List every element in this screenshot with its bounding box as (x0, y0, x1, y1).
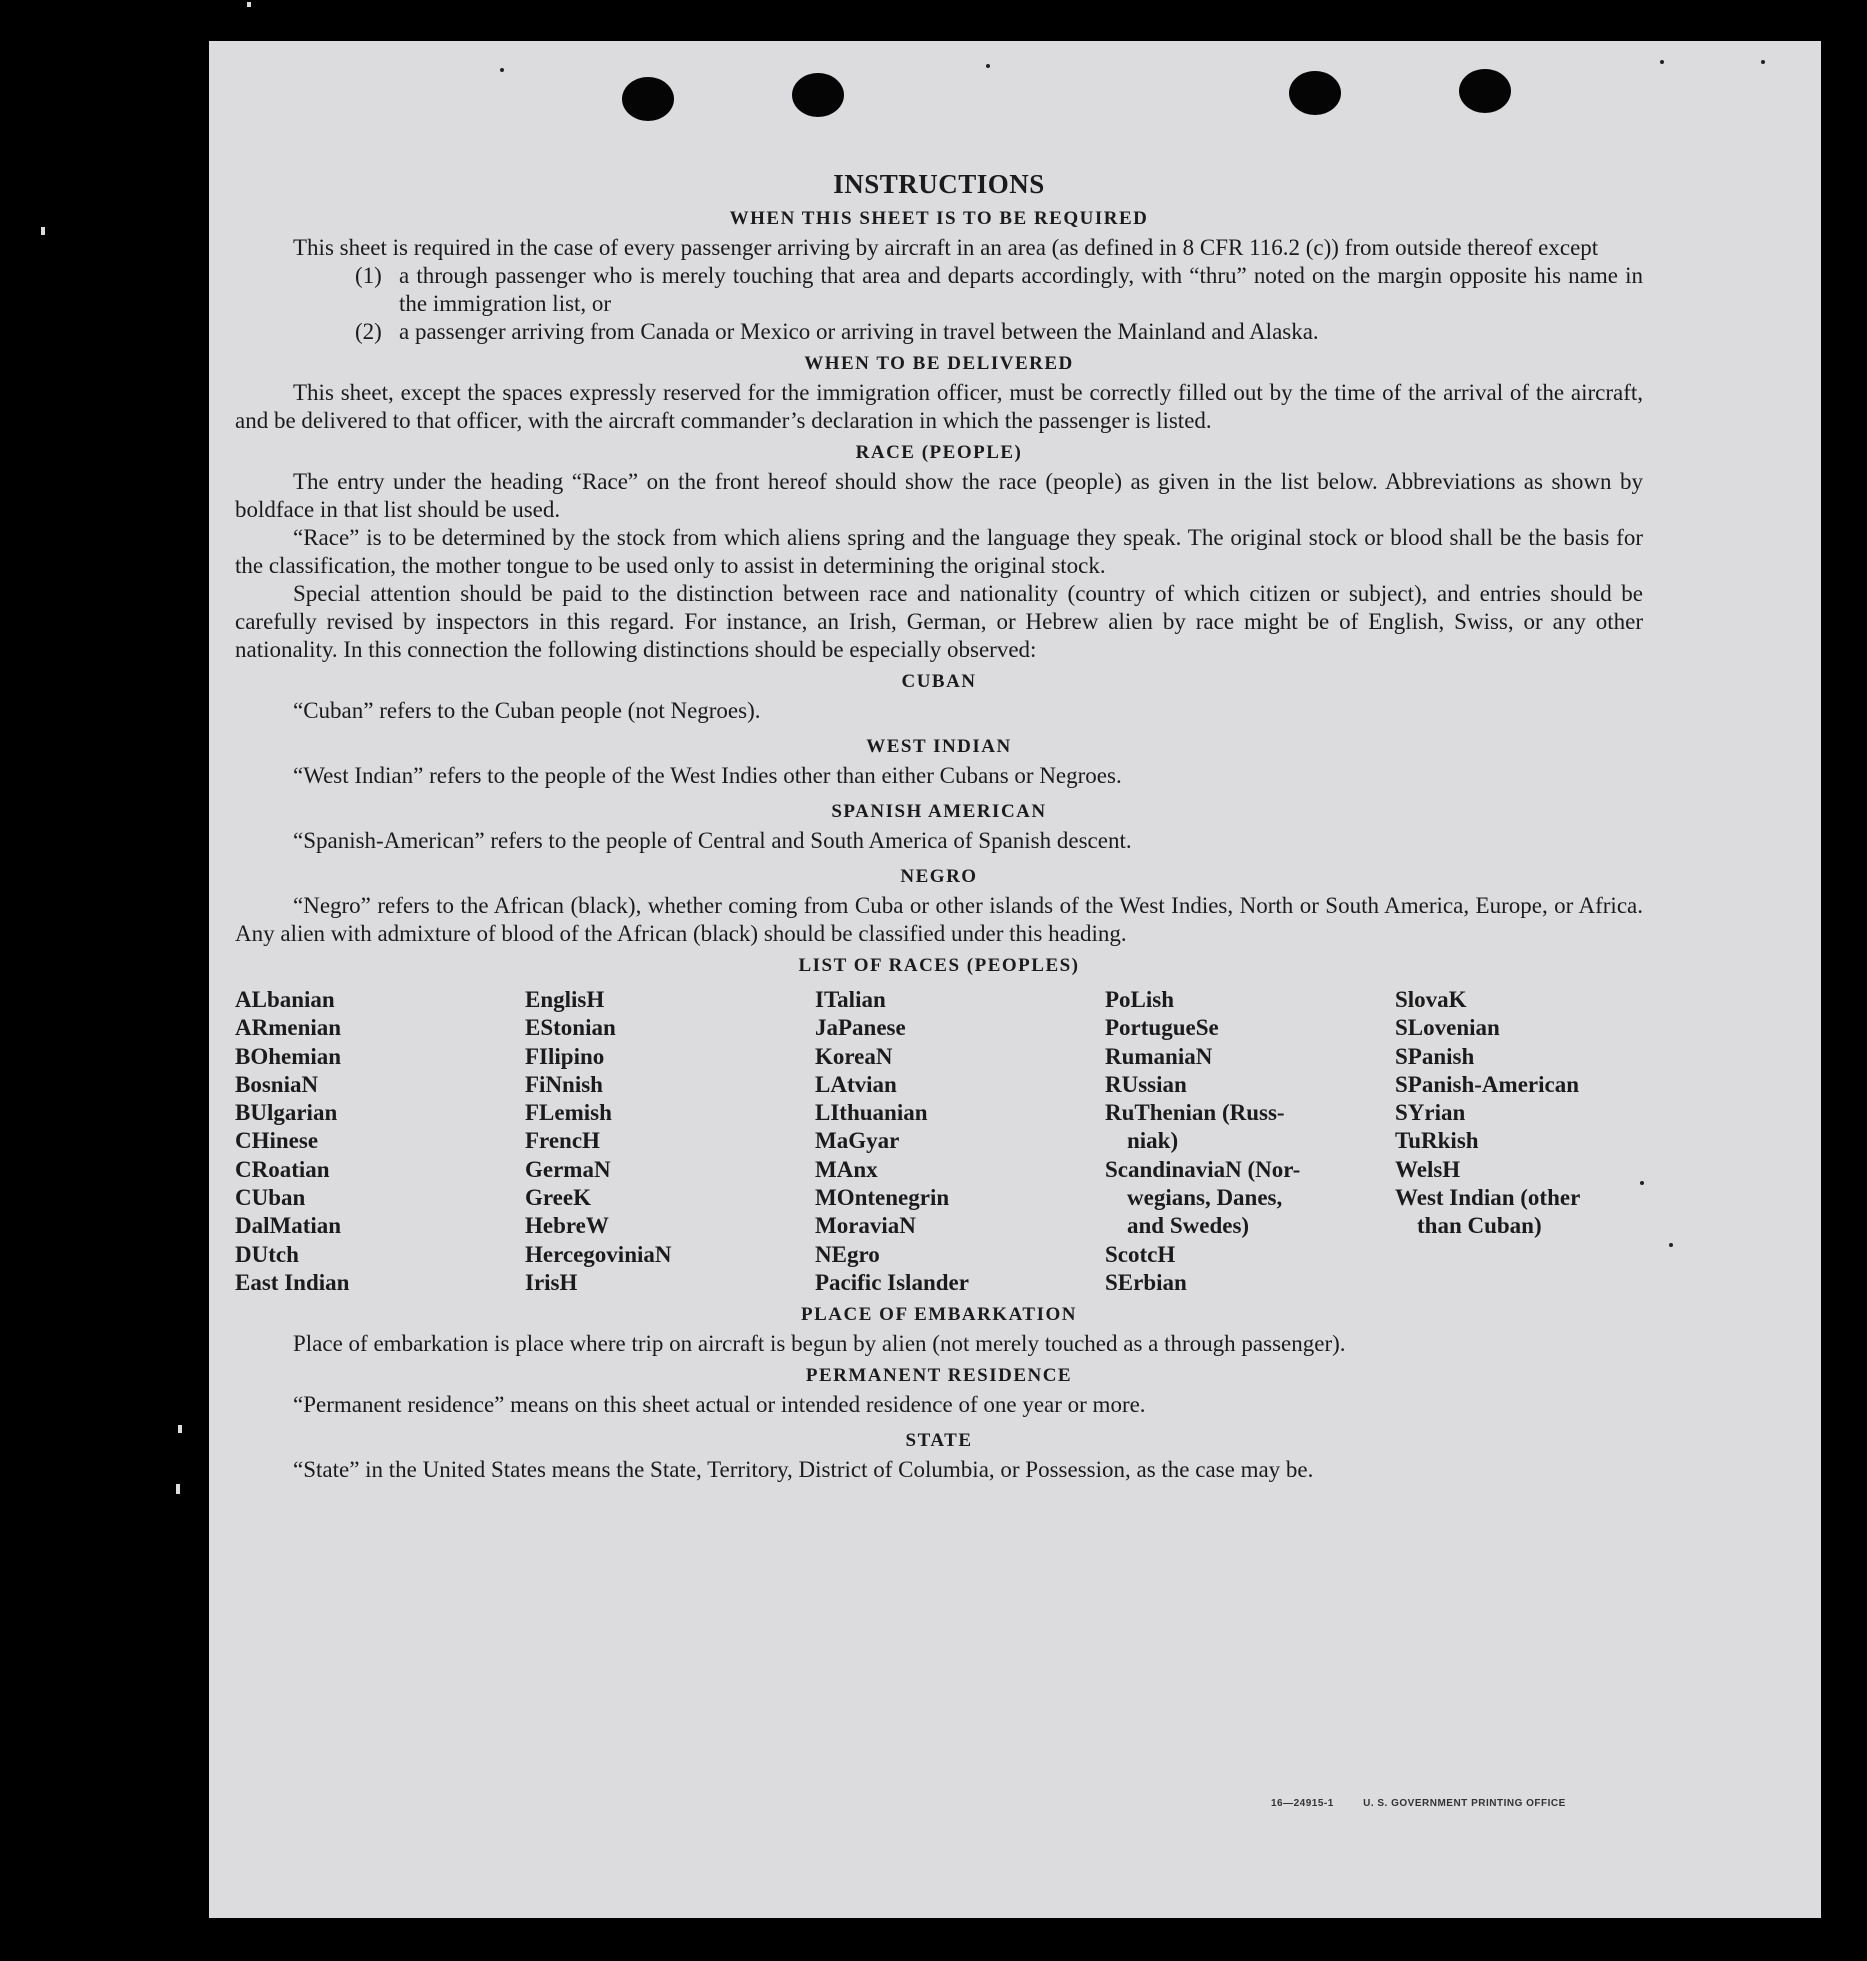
race-entry: CHinese (235, 1128, 319, 1154)
form-number: 16—24915-1 (1271, 1798, 1334, 1809)
section-heading-negro: NEGRO (900, 866, 978, 887)
section-heading-spanish-american: SPANISH AMERICAN (831, 801, 1047, 822)
scan-mark (41, 227, 45, 235)
race-entry: FrencH (525, 1128, 600, 1154)
race-entry: RuThenian (Russ- (1105, 1100, 1285, 1126)
race-entry: niak) (1127, 1128, 1179, 1154)
race-entry: CRoatian (235, 1156, 330, 1182)
race-entry: SErbian (1105, 1269, 1187, 1295)
race-entry: FiNnish (525, 1071, 603, 1097)
race-entry: East Indian (235, 1269, 350, 1295)
race-entry: BOhemian (235, 1043, 342, 1069)
punch-hole (1459, 69, 1511, 113)
race-entry: IrisH (525, 1269, 578, 1295)
race-column (525, 986, 815, 1297)
section-heading-embarkation: PLACE OF EMBARKATION (801, 1304, 1077, 1326)
item-text: a passenger arriving from Canada or Mexico or arriving in travel between the Mainland and Alaska. (399, 319, 1319, 344)
race-entry: WelsH (1395, 1156, 1461, 1182)
race-column (235, 986, 525, 1297)
race-entry: MOntenegrin (815, 1185, 950, 1211)
item-number: (1) (355, 263, 382, 288)
race-entry: DalMatian (235, 1213, 342, 1239)
race-entry: ARmenian (235, 1015, 342, 1041)
scan-mark (178, 1425, 182, 1433)
punch-hole (792, 73, 844, 117)
race-entry: NEgro (815, 1241, 880, 1267)
race-entry: ITalian (815, 987, 886, 1012)
race-entry: MoraviaN (815, 1213, 916, 1239)
race-entry: SPanish (1395, 1043, 1475, 1069)
section-heading-cuban: CUBAN (901, 671, 977, 692)
west-indian-text: “West Indian” refers to the people of the West Indies other than either Cubans or Negroes. (293, 763, 1122, 788)
scan-mark (176, 1484, 180, 1494)
race-entry: SlovaK (1395, 987, 1467, 1012)
race-column (1395, 986, 1653, 1297)
race-entry: BosniaN (235, 1071, 319, 1097)
race-entry: DUtch (235, 1241, 299, 1267)
exception-item (355, 318, 1643, 346)
negro-text: “Negro” refers to the African (black), whether coming from Cuba or other islands of the West Indies, North or South America, Europe, or Africa. Any alien with admixture of blood of the African (black) should be classified under this heading. (235, 893, 1643, 946)
section-heading-delivered: WHEN TO BE DELIVERED (804, 353, 1074, 374)
race-entry: ScotcH (1105, 1241, 1176, 1267)
race-entry: SLovenian (1395, 1015, 1500, 1041)
race-list (235, 986, 1643, 1297)
race-entry: BUlgarian (235, 1100, 338, 1126)
page-title: INSTRUCTIONS (833, 169, 1045, 199)
race-paragraph: The entry under the heading “Race” on the front hereof should show the race (people) as given in the list below. Abbreviations as shown by boldface in that list should be used. (235, 469, 1643, 522)
race-entry: LIthuanian (815, 1100, 928, 1126)
race-entry: GermaN (525, 1156, 611, 1182)
printer-footer (1271, 1798, 1592, 1809)
race-paragraph: “Race” is to be determined by the stock from which aliens spring and the language they speak. The original stock or blood shall be the basis for the classification, the mother tongue to be used only to assist in determining the original stock. (235, 525, 1643, 578)
race-entry: CUban (235, 1185, 306, 1211)
race-entry: PoLish (1105, 987, 1175, 1012)
speck (1660, 60, 1664, 64)
race-entry: SYrian (1395, 1100, 1466, 1126)
race-entry: ScandinaviaN (Nor- (1105, 1156, 1301, 1182)
race-entry: and Swedes) (1127, 1213, 1250, 1239)
race-entry: MAnx (815, 1156, 878, 1182)
section-heading-west-indian: WEST INDIAN (866, 736, 1012, 757)
race-entry: HebreW (525, 1213, 609, 1239)
race-entry: MaGyar (815, 1128, 900, 1154)
race-paragraph: Special attention should be paid to the distinction between race and nationality (country of which citizen or subject), and entries should be carefully revised by inspectors in this regard. For instance, an Irish, German, or Hebrew alien by race might be of English, Swiss, or any other nationality. In this connection the following distinctions should be especially observed: (235, 581, 1643, 662)
residence-text: “Permanent residence” means on this sheet actual or intended residence of one year or more. (293, 1392, 1146, 1418)
exception-item (355, 262, 1643, 318)
embarkation-text: Place of embarkation is place where trip on aircraft is begun by alien (not merely touched as a through passenger). (293, 1331, 1346, 1357)
race-entry: GreeK (525, 1185, 591, 1211)
delivered-text: This sheet, except the spaces expressly reserved for the immigration officer, must be correctly filled out by the time of the arrival of the aircraft, and be delivered to that officer, with the aircraft commander’s declaration in which the passenger is listed. (235, 380, 1643, 433)
race-entry: wegians, Danes, (1127, 1185, 1283, 1211)
printer-imprint: U. S. GOVERNMENT PRINTING OFFICE (1363, 1798, 1566, 1809)
speck (500, 68, 504, 72)
section-heading-required: WHEN THIS SHEET IS TO BE REQUIRED (729, 208, 1149, 229)
section-heading-race-list: LIST OF RACES (PEOPLES) (798, 955, 1080, 976)
spanish-american-text: “Spanish-American” refers to the people of Central and South America of Spanish descent. (293, 828, 1132, 853)
race-entry: FLemish (525, 1100, 612, 1126)
race-entry: LAtvian (815, 1071, 897, 1097)
required-text: This sheet is required in the case of every passenger arriving by aircraft in an area (as defined in 8 CFR 116.2 (c)) from outside thereof except (293, 235, 1599, 260)
race-entry: KoreaN (815, 1043, 893, 1069)
race-column (1105, 986, 1395, 1297)
race-entry: PortugueSe (1105, 1015, 1219, 1041)
speck (1669, 1243, 1673, 1247)
race-entry: ALbanian (235, 987, 335, 1012)
document-page (209, 41, 1821, 1918)
instructions-content (235, 167, 1643, 1484)
race-entry: FIlipino (525, 1043, 605, 1069)
race-entry: EnglisH (525, 987, 605, 1012)
race-entry: RUssian (1105, 1071, 1187, 1097)
race-entry: JaPanese (815, 1015, 906, 1041)
race-column (815, 986, 1105, 1297)
speck (986, 64, 990, 68)
race-entry: TuRkish (1395, 1128, 1479, 1154)
item-number: (2) (355, 319, 382, 344)
race-entry: RumaniaN (1105, 1043, 1213, 1069)
punch-hole (1289, 71, 1341, 115)
speck (1761, 60, 1765, 64)
section-heading-residence: PERMANENT RESIDENCE (805, 1365, 1073, 1387)
race-entry: Pacific Islander (815, 1269, 969, 1295)
punch-hole (622, 77, 674, 121)
race-entry: EStonian (525, 1015, 616, 1041)
state-text: “State” in the United States means the State, Territory, District of Columbia, or Possession, as the case may be. (293, 1457, 1314, 1483)
item-text: a through passenger who is merely touching that area and departs accordingly, with “thru” noted on the margin opposite his name in the immigration list, or (399, 263, 1643, 316)
section-heading-state: STATE (905, 1430, 973, 1452)
cuban-text: “Cuban” refers to the Cuban people (not Negroes). (293, 698, 761, 723)
scan-mark (247, 2, 251, 7)
race-entry: SPanish-American (1395, 1071, 1579, 1097)
race-entry: HercegoviniaN (525, 1241, 672, 1267)
race-entry: than Cuban) (1417, 1213, 1542, 1239)
section-heading-race: RACE (PEOPLE) (855, 442, 1023, 463)
race-entry: West Indian (other (1395, 1185, 1581, 1211)
